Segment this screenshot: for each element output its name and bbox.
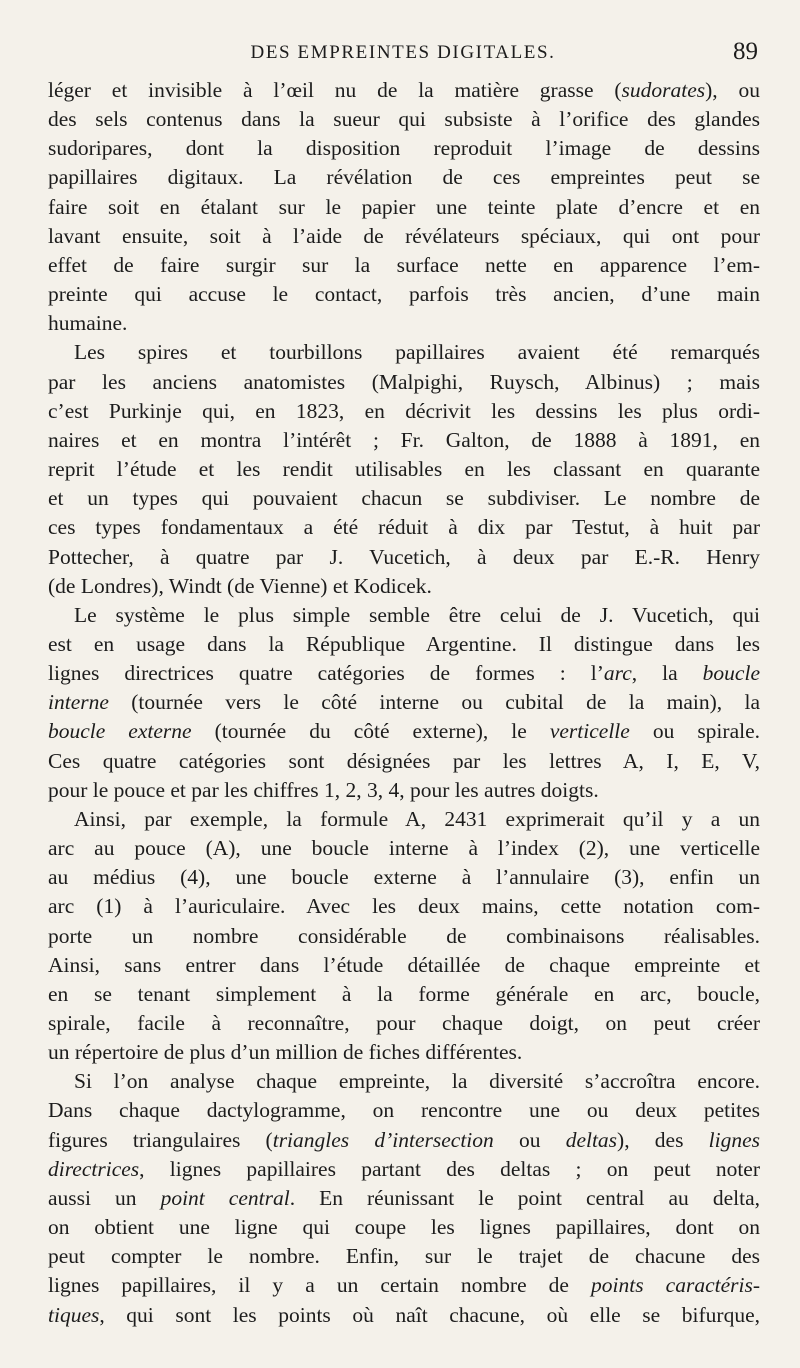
italic-text: interne (48, 690, 109, 715)
text-segment: naires et en montra l’intérêt ; Fr. Galton, de 1888 à 1891, en (48, 427, 760, 452)
text-segment: lavant ensuite, soit à l’aide de révélateurs spéciaux, qui ont pour (48, 223, 760, 248)
text-line (48, 1301, 760, 1330)
text-line (48, 1067, 760, 1096)
text-line (48, 222, 760, 251)
text-segment: on obtient une ligne qui coupe les lignes papillaires, dont on (48, 1215, 760, 1240)
italic-text: tiques (48, 1302, 100, 1327)
text-line (48, 922, 760, 951)
text-line (48, 513, 760, 542)
text-segment: et un types qui pouvaient chacun se subdiviser. Le nombre de (48, 486, 760, 511)
text-segment: humaine. (48, 311, 128, 336)
text-segment: aussi un (48, 1185, 161, 1210)
text-line (48, 892, 760, 921)
text-line (48, 543, 760, 572)
page-number: 89 (733, 38, 758, 65)
text-segment: des sels contenus dans la sueur qui subsiste à l’orifice des glandes (48, 107, 760, 132)
text-segment: . En réunissant le point central au delta, (289, 1185, 760, 1210)
text-segment: ou (493, 1127, 566, 1152)
text-segment: , lignes papillaires partant des deltas ; on peut noter (139, 1156, 760, 1181)
text-segment: c’est Purkinje qui, en 1823, en décrivit les dessins les plus ordi- (48, 398, 760, 423)
text-segment: Le système le plus simple semble être celui de J. Vucetich, qui (74, 602, 760, 627)
text-line (48, 1155, 760, 1184)
italic-text: verticelle (549, 719, 630, 744)
text-line (48, 1038, 760, 1067)
italic-text: sudorates (621, 78, 706, 102)
text-segment: Ainsi, par exemple, la formule A, 2431 exprimerait qu’il y a un (74, 806, 760, 831)
text-segment: , la (631, 661, 703, 686)
text-line (48, 1242, 760, 1271)
text-line (48, 572, 760, 601)
text-segment: Ces quatre catégories sont désignées par les lettres A, I, E, V, (48, 748, 760, 773)
text-line (48, 747, 760, 776)
text-segment: (tournée vers le côté interne ou cubital de la main), la (108, 690, 760, 715)
text-line (48, 280, 760, 309)
text-segment: Si l’on analyse chaque empreinte, la diversité s’accroîtra encore. (74, 1069, 760, 1094)
text-segment: ou spirale. (629, 719, 760, 744)
text-line (48, 951, 760, 980)
text-segment: Les spires et tourbillons papillaires avaient été remarqués (74, 340, 760, 365)
text-line (48, 1271, 760, 1300)
italic-text: directrices (48, 1156, 140, 1181)
text-segment: lignes papillaires, il y a un certain nombre de (48, 1273, 592, 1298)
italic-text: deltas (565, 1127, 618, 1152)
text-segment: Pottecher, à quatre par J. Vucetich, à deux par E.-R. Henry (48, 544, 760, 569)
text-line (48, 105, 760, 134)
text-segment: au médius (4), une boucle externe à l’annulaire (3), enfin un (48, 865, 760, 890)
text-segment: pour le pouce et par les chiffres 1, 2, 3, 4, pour les autres doigts. (48, 777, 599, 802)
text-segment: par les anciens anatomistes (Malpighi, Ruysch, Albinus) ; mais (48, 369, 760, 394)
text-line (48, 980, 760, 1009)
text-line (48, 688, 760, 717)
text-line (48, 659, 760, 688)
running-head: DES EMPREINTES DIGITALES. (250, 42, 556, 63)
text-segment: Ainsi, sans entrer dans l’étude détaillée de chaque empreinte et (48, 952, 760, 977)
text-segment: preinte qui accuse le contact, parfois très ancien, d’une main (48, 282, 760, 307)
text-line (48, 1126, 760, 1155)
body-text (48, 76, 760, 1330)
italic-text: lignes (708, 1127, 760, 1152)
text-segment: reprit l’étude et les rendit utilisables en les classant en quarante (48, 457, 760, 482)
italic-text: arc (603, 661, 632, 686)
text-line (48, 338, 760, 367)
italic-text: points caractéris- (591, 1273, 760, 1298)
italic-text: boucle externe (48, 719, 192, 744)
italic-text: boucle (702, 661, 760, 686)
text-line (48, 368, 760, 397)
text-segment: peut compter le nombre. Enfin, sur le trajet de chacune des (48, 1244, 760, 1269)
text-segment: léger et invisible à l’œil nu de la matière grasse ( (48, 78, 622, 102)
text-segment: (tournée du côté externe), le (191, 719, 550, 744)
text-segment: effet de faire surgir sur la surface nette en apparence l’em- (48, 252, 760, 277)
text-line (48, 251, 760, 280)
text-segment: papillaires digitaux. La révélation de ces empreintes peut se (48, 165, 760, 190)
text-line (48, 309, 760, 338)
text-line (48, 805, 760, 834)
text-line (48, 717, 760, 746)
text-line (48, 193, 760, 222)
text-line (48, 1213, 760, 1242)
text-line (48, 776, 760, 805)
text-line (48, 397, 760, 426)
text-segment: sudoripares, dont la disposition reproduit l’image de dessins (48, 136, 760, 161)
text-segment: ces types fondamentaux a été réduit à dix par Testut, à huit par (48, 515, 760, 540)
text-line (48, 76, 760, 105)
text-segment: ), ou (705, 78, 760, 102)
page-header (48, 38, 758, 68)
text-line (48, 455, 760, 484)
text-segment: (de Londres), Windt (de Vienne) et Kodicek. (48, 573, 432, 598)
text-line (48, 630, 760, 659)
text-line (48, 834, 760, 863)
text-segment: en se tenant simplement à la forme générale en arc, boucle, (48, 981, 760, 1006)
text-line (48, 134, 760, 163)
text-segment: lignes directrices quatre catégories de formes : l’ (48, 661, 604, 686)
text-segment: , qui sont les points où naît chacune, où elle se bifurque, (99, 1302, 760, 1327)
italic-text: triangles d’intersection (272, 1127, 494, 1152)
text-segment: ), des (617, 1127, 709, 1152)
text-line (48, 601, 760, 630)
text-line (48, 1096, 760, 1125)
text-line (48, 426, 760, 455)
text-line (48, 484, 760, 513)
text-segment: un répertoire de plus d’un million de fiches différentes. (48, 1040, 523, 1065)
text-segment: faire soit en étalant sur le papier une teinte plate d’encre et en (48, 194, 760, 219)
text-segment: arc (1) à l’auriculaire. Avec les deux mains, cette notation com- (48, 894, 760, 919)
text-segment: arc au pouce (A), une boucle interne à l’index (2), une verticelle (48, 836, 760, 861)
text-line (48, 1009, 760, 1038)
text-segment: est en usage dans la République Argentine. Il distingue dans les (48, 631, 760, 656)
text-segment: Dans chaque dactylogramme, on rencontre une ou deux petites (48, 1098, 760, 1123)
text-segment: spirale, facile à reconnaître, pour chaque doigt, on peut créer (48, 1011, 760, 1035)
text-segment: figures triangulaires ( (48, 1127, 273, 1152)
text-line (48, 863, 760, 892)
italic-text: point central (160, 1185, 290, 1210)
text-line (48, 163, 760, 192)
text-line (48, 1184, 760, 1213)
text-segment: porte un nombre considérable de combinaisons réalisables. (48, 923, 760, 948)
